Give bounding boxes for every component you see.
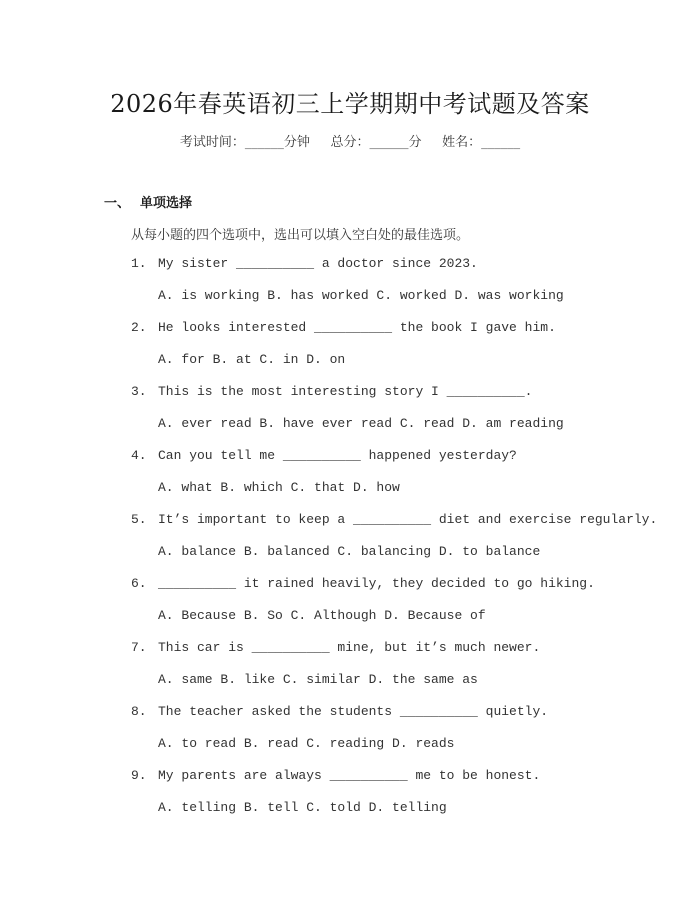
- question-stem: This car is __________ mine, but it’s much newer.: [158, 640, 541, 655]
- question-item: [0, 256, 700, 320]
- question-options: A. balance B. balanced C. balancing D. to balance: [158, 544, 541, 559]
- question-options: A. ever read B. have ever read C. read D. am reading: [158, 416, 564, 431]
- question-stem: The teacher asked the students __________ quietly.: [158, 704, 549, 719]
- question-options: A. same B. like C. similar D. the same as: [158, 672, 478, 687]
- question-number: 8.: [131, 704, 147, 719]
- exam-meta-line: 考试时间：______分钟 总分：______分 姓名：______: [179, 135, 521, 150]
- section-title: 单项选择: [140, 196, 193, 211]
- question-number: 9.: [131, 768, 147, 783]
- question-options: A. is working B. has worked C. worked D. was working: [158, 288, 564, 303]
- section-number: 一、: [104, 196, 131, 211]
- question-number: 7.: [131, 640, 147, 655]
- question-stem: Can you tell me __________ happened yesterday?: [158, 448, 517, 463]
- question-options: A. to read B. read C. reading D. reads: [158, 736, 455, 751]
- question-item: [0, 576, 700, 640]
- question-item: [0, 448, 700, 512]
- question-list: [0, 256, 700, 832]
- question-options: A. for B. at C. in D. on: [158, 352, 346, 367]
- question-item: [0, 512, 700, 576]
- question-item: [0, 768, 700, 832]
- question-stem: This is the most interesting story I __________.: [158, 384, 533, 399]
- question-options: A. what B. which C. that D. how: [158, 480, 400, 495]
- question-number: 5.: [131, 512, 147, 527]
- question-number: 2.: [131, 320, 147, 335]
- question-item: [0, 640, 700, 704]
- question-number: 6.: [131, 576, 147, 591]
- question-stem: My parents are always __________ me to be honest.: [158, 768, 541, 783]
- question-number: 1.: [131, 256, 147, 271]
- section-heading: [104, 192, 192, 211]
- question-number: 4.: [131, 448, 147, 463]
- question-item: [0, 320, 700, 384]
- section-instruction: 从每小题的四个选项中，选出可以填入空白处的最佳选项。: [131, 228, 470, 243]
- question-stem: He looks interested __________ the book I gave him.: [158, 320, 556, 335]
- document-title: 2026年春英语初三上学期期中考试题及答案: [110, 90, 590, 118]
- question-item: [0, 704, 700, 768]
- question-stem: __________ it rained heavily, they decided to go hiking.: [158, 576, 595, 591]
- question-stem: It’s important to keep a __________ diet and exercise regularly.: [158, 512, 658, 527]
- question-options: A. Because B. So C. Although D. Because of: [158, 608, 486, 623]
- question-number: 3.: [131, 384, 147, 399]
- question-item: [0, 384, 700, 448]
- question-stem: My sister __________ a doctor since 2023.: [158, 256, 478, 271]
- question-options: A. telling B. tell C. told D. telling: [158, 800, 447, 815]
